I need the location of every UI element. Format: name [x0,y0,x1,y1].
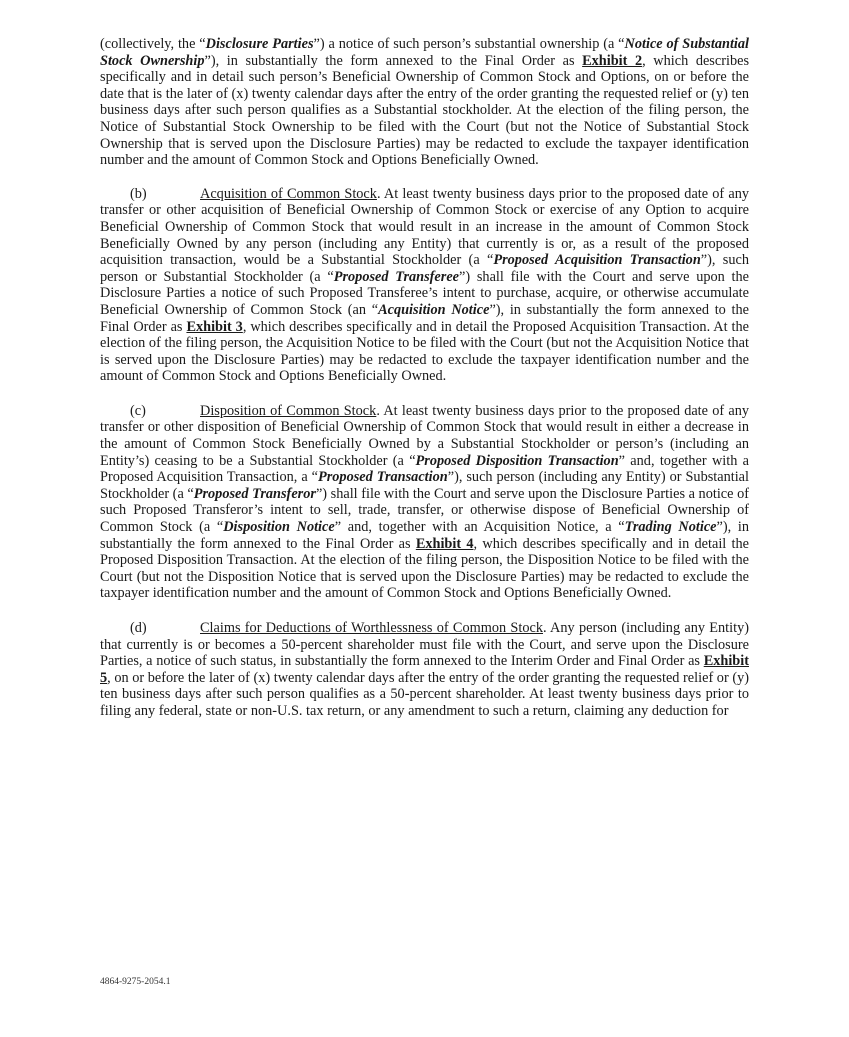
exhibit-reference: Exhibit 3 [186,318,243,335]
defined-term: Proposed Disposition Transaction [415,452,619,469]
exhibit-reference: Exhibit 4 [415,535,474,552]
paragraph-c [100,403,749,602]
text: . At least twenty business days prior to the proposed date of any transfer or other disposition of Beneficial Ownership of Common Stock that would result in either a decrease in the amount of Common Stock Beneficially Owned by a Substantial Stockholder or person’s (including an Entity’s) ceasing to be a Substantial Stockholder (a “ [100,402,749,469]
defined-term: Proposed Acquisition Transaction [493,252,701,269]
defined-term: Acquisition Notice [378,301,490,318]
text: , which describes specifically and in detail the Proposed Acquisition Transaction. At the election of the filing person, the Acquisition Notice to be filed with the Court (but not the Acquisition Notice that is served upon the Disclosure Parties) may be redacted to exclude the taxpayer identification number and the amount of Common Stock and Options Beneficially Owned. [100,318,749,385]
paragraph-continuation [100,36,749,169]
paragraph-number: (c) [130,402,146,419]
text: , which describes specifically and in detail the Proposed Disposition Transaction. At the election of the filing person, the Disposition Notice to be filed with the Court (but not the Disposition Notice that is served upon the Disclosure Parties) may be redacted to exclude the taxpayer identification number and the amount of Common Stock and Options Beneficially Owned. [100,535,750,602]
text: ”), such person (including any Entity) or Substantial Stockholder (a “ [100,469,750,502]
defined-term: Trading Notice [624,519,717,536]
text: ”), in substantially the form annexed to the Final Order as [100,301,749,335]
text: ”), in substantially the form annexed to the Final Order as [100,519,749,552]
paragraph-heading: Claims for Deductions of Worthlessness of Common Stock [200,620,543,636]
text: ”), in substantially the form annexed to the Final Order as [204,52,583,69]
document-id-footer: 4864-9275-2054.1 [100,977,171,987]
text: ” and, together with a Proposed Acquisition Transaction, a “ [100,452,750,486]
text: ”), such person or Substantial Stockholder (a “ [100,252,749,285]
text: . Any person (including any Entity) that currently is or becomes a 50-percent shareholder must file with the Court, and serve upon the Disclosure Parties, a notice of such status, in substantially the form annexed to the Interim Order and Final Order as [100,620,749,670]
text: ”) shall file with the Court and serve upon the Disclosure Parties a notice of such Proposed Transferor’s intent to sell, trade, transfer, or otherwise dispose of Beneficial Ownership of Common Stock (a “ [100,485,749,536]
text: . At least twenty business days prior to the proposed date of any transfer or other acquisition of Beneficial Ownership of Common Stock or exercise of any Option to acquire Beneficial Ownership of Common Stock that would result in an increase in the amount of Common Stock Beneficially Owned by any person (including any Entity) that currently is or, as a result of the proposed acquisition transaction, would be a Substantial Stockholder (a “ [100,185,749,269]
defined-term: Proposed Transferee [333,268,460,285]
defined-term: Disposition Notice [223,519,335,536]
paragraph-heading: Acquisition of Common Stock [200,185,377,202]
text: , which describes specifically and in detail such person’s Beneficial Ownership of Common Stock and Options, on or before the date that is the later of (x) twenty calendar days after the entry of the order granting the requested relief or (y) ten business days after such person qualifies as a Substantial stockholder. At the election of the filing person, the Notice of Substantial Stock Ownership to be filed with the Court (but not the Notice of Substantial Stock Ownership that is served upon the Disclosure Parties) may be redacted to exclude the taxpayer identification number and the amount of Common Stock and Options Beneficially Owned. [100,52,750,169]
text: , on or before the later of (x) twenty calendar days after the entry of the order granting the requested relief or (y) ten business days after such person qualifies as a 50-percent shareholder. At least twenty business days prior to filing any federal, state or non-U.S. tax return, or any amendment to such a return, claiming any deduction for [100,669,749,719]
defined-term: Proposed Transaction [317,469,448,486]
text: ” and, together with an Acquisition Notice, a “ [334,519,625,536]
document-page [100,36,749,738]
text: ”) a notice of such person’s substantial ownership (a “ [313,36,625,52]
exhibit-reference: Exhibit 2 [582,52,643,69]
text: (collectively, the “ [100,36,206,52]
text: ”) shall file with the Court and serve upon the Disclosure Parties a notice of such Proposed Transferee’s intent to purchase, acquire, or otherwise accumulate Beneficial Ownership of Common Stock (an “ [100,268,749,318]
paragraph-number: (d) [130,620,147,636]
paragraph-b [100,186,749,385]
defined-term: Proposed Transferor [193,485,316,502]
paragraph-number: (b) [130,185,147,202]
defined-term: Notice of Substantial Stock Ownership [100,36,750,69]
exhibit-reference: Exhibit 5 [100,653,749,686]
paragraph-heading: Disposition of Common Stock [200,402,377,419]
paragraph-d [100,620,749,720]
defined-term: Disclosure Parties [205,36,314,52]
